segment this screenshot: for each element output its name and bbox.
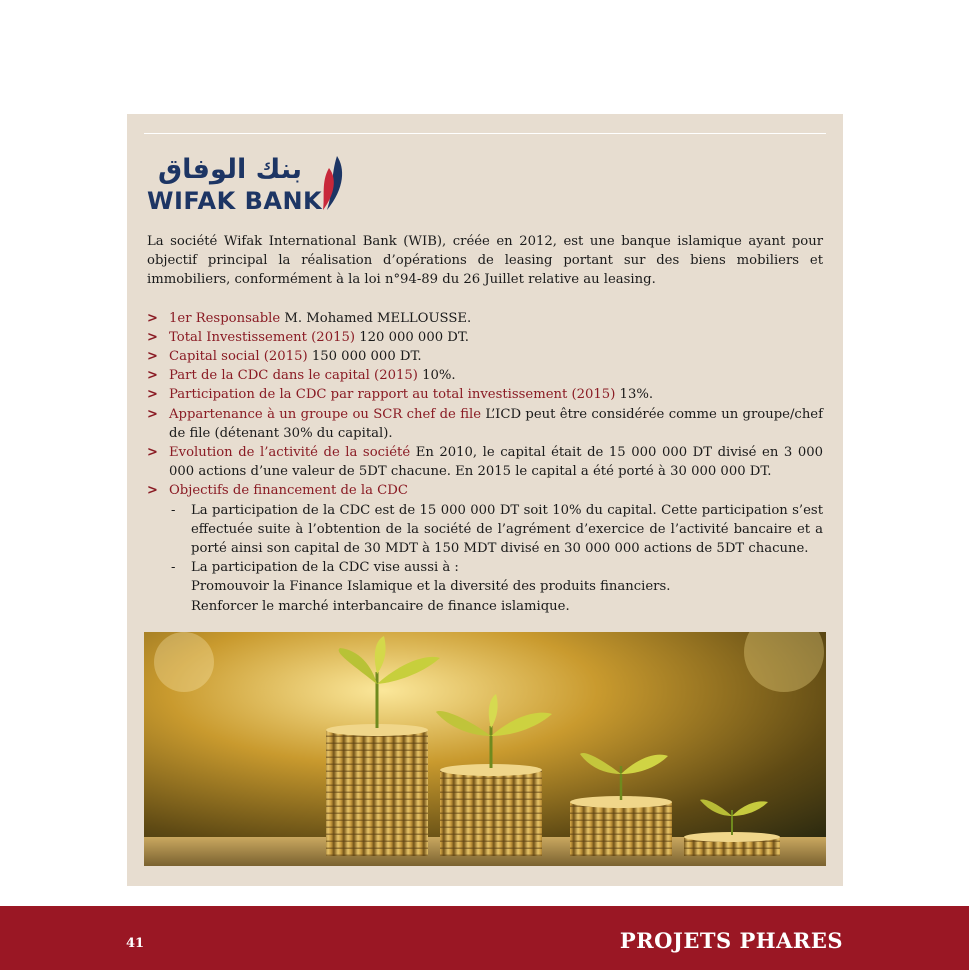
list-item — [147, 328, 823, 347]
section-title: PROJETS PHARES — [619, 928, 843, 953]
bullet-arrow-icon: > — [147, 349, 158, 365]
item-label: Objectifs de financement de la CDC — [169, 483, 408, 499]
logo-latin-text: WIFAK BANK — [147, 187, 323, 215]
sub-item-text: La participation de la CDC est de 15 000 000 DT soit 10% du capital. Cette participation s’est effectuée suite à l’obtention de la société de l’agrément d’exercice de l’activité bancaire et a porté ainsi son capital de 30 MDT à 150 MDT divisé en 30 000 000 actions de 5DT chacune. — [191, 502, 823, 557]
item-value: 120 000 000 DT. — [355, 329, 469, 345]
coin-stacks-plants-image — [144, 632, 826, 866]
bullet-arrow-icon: > — [147, 368, 158, 384]
sub-list-item — [169, 558, 823, 616]
content-panel — [127, 114, 843, 886]
dash-bullet: - — [171, 560, 176, 576]
list-item — [147, 366, 823, 385]
bullet-arrow-icon: > — [147, 406, 158, 422]
item-label: Part de la CDC dans le capital (2015) — [169, 368, 418, 384]
sub-item-text: La participation de la CDC vise aussi à : — [191, 560, 459, 576]
list-item — [147, 385, 823, 404]
intro-paragraph: La société Wifak International Bank (WIB), créée en 2012, est une banque islamique ayant pour objectif principal la réalisation d’opérations de leasing portant sur des biens mobiliers et immobiliers, conformément à la loi n°94-89 du 26 Juillet relative au leasing. — [147, 234, 823, 288]
body-text — [147, 232, 823, 616]
list-item — [147, 443, 823, 481]
page-number: 41 — [126, 936, 145, 951]
item-value: 13%. — [615, 387, 654, 403]
item-value: L’ICD peut être considérée comme un groupe/chef de file (détenant 30% du capital). — [169, 406, 823, 441]
wifak-bank-logo — [147, 154, 357, 216]
list-item — [147, 405, 823, 443]
info-list — [147, 309, 823, 616]
dash-bullet: - — [171, 502, 176, 518]
item-label: Total Investissement (2015) — [169, 329, 356, 345]
list-item — [147, 309, 823, 328]
item-label: Evolution de l’activité de la société — [169, 445, 411, 461]
list-item — [147, 347, 823, 366]
top-divider — [144, 133, 826, 134]
item-label: 1er Responsable — [169, 310, 281, 326]
item-value: 150 000 000 DT. — [307, 349, 422, 365]
bullet-arrow-icon: > — [147, 310, 158, 326]
logo-arabic-text: بنك الوفاق — [158, 154, 302, 185]
item-value: 10%. — [417, 368, 456, 384]
sub-list-item — [169, 501, 823, 559]
bullet-arrow-icon: > — [147, 445, 158, 461]
growing-coins-photo — [144, 632, 826, 866]
item-label: Appartenance à un groupe ou SCR chef de file — [169, 406, 482, 422]
item-label: Capital social (2015) — [169, 349, 308, 365]
bullet-arrow-icon: > — [147, 387, 158, 403]
list-item — [147, 481, 823, 615]
objectives-sublist — [169, 501, 823, 616]
item-value: En 2010, le capital était de 15 000 000 DT divisé en 3 000 000 actions d’une valeur de 5DT chacune. En 2015 le capital a été porté à 30 000 000 DT. — [169, 445, 823, 480]
bullet-arrow-icon: > — [147, 483, 158, 499]
item-value: M. Mohamed MELLOUSSE. — [280, 310, 472, 326]
item-label: Participation de la CDC par rapport au total investissement (2015) — [169, 387, 616, 403]
footer-bar — [0, 906, 969, 970]
logo-flame-icon — [315, 154, 349, 212]
sub-item-line: Promouvoir la Finance Islamique et la diversité des produits financiers. — [191, 579, 671, 595]
sub-item-line: Renforcer le marché interbancaire de finance islamique. — [191, 598, 570, 614]
bullet-arrow-icon: > — [147, 329, 158, 345]
